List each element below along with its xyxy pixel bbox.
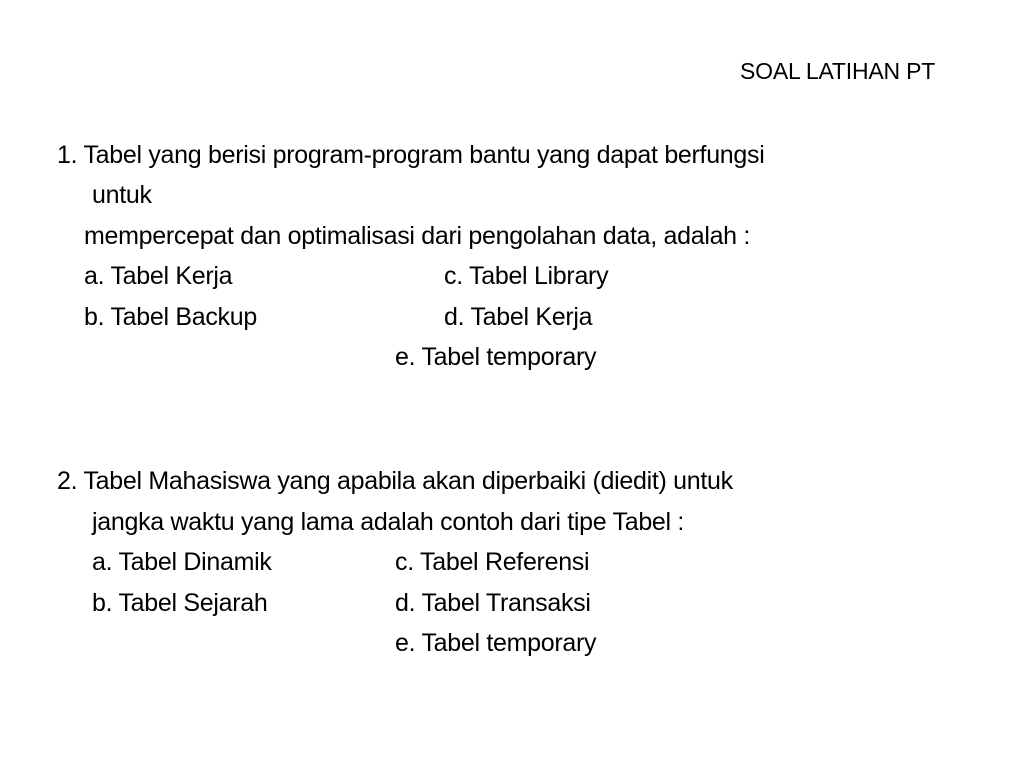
question-2-stem-line-1: 2. Tabel Mahasiswa yang apabila akan diperbaiki (diedit) untuk [57,467,733,495]
question-1-option-d: d. Tabel Kerja [444,303,593,331]
question-2-option-a: a. Tabel Dinamik [92,548,272,576]
question-2-stem-line-2: jangka waktu yang lama adalah contoh dari tipe Tabel : [92,508,685,536]
question-1-stem-line-2: untuk [92,181,152,209]
question-2-option-b: b. Tabel Sejarah [92,589,268,617]
question-1-stem-line-3: mempercepat dan optimalisasi dari pengolahan data, adalah : [84,222,751,250]
slide-title: SOAL LATIHAN PT [740,58,936,84]
question-1-option-e: e. Tabel temporary [395,343,597,371]
question-1-option-b: b. Tabel Backup [84,303,257,331]
question-2-option-e: e. Tabel temporary [395,629,597,657]
question-1-option-a: a. Tabel Kerja [84,262,233,290]
question-2-option-c: c. Tabel Referensi [395,548,590,576]
question-1-option-c: c. Tabel Library [444,262,609,290]
question-2-option-d: d. Tabel Transaksi [395,589,591,617]
question-1-stem-line-1: 1. Tabel yang berisi program-program bantu yang dapat berfungsi [57,141,765,169]
